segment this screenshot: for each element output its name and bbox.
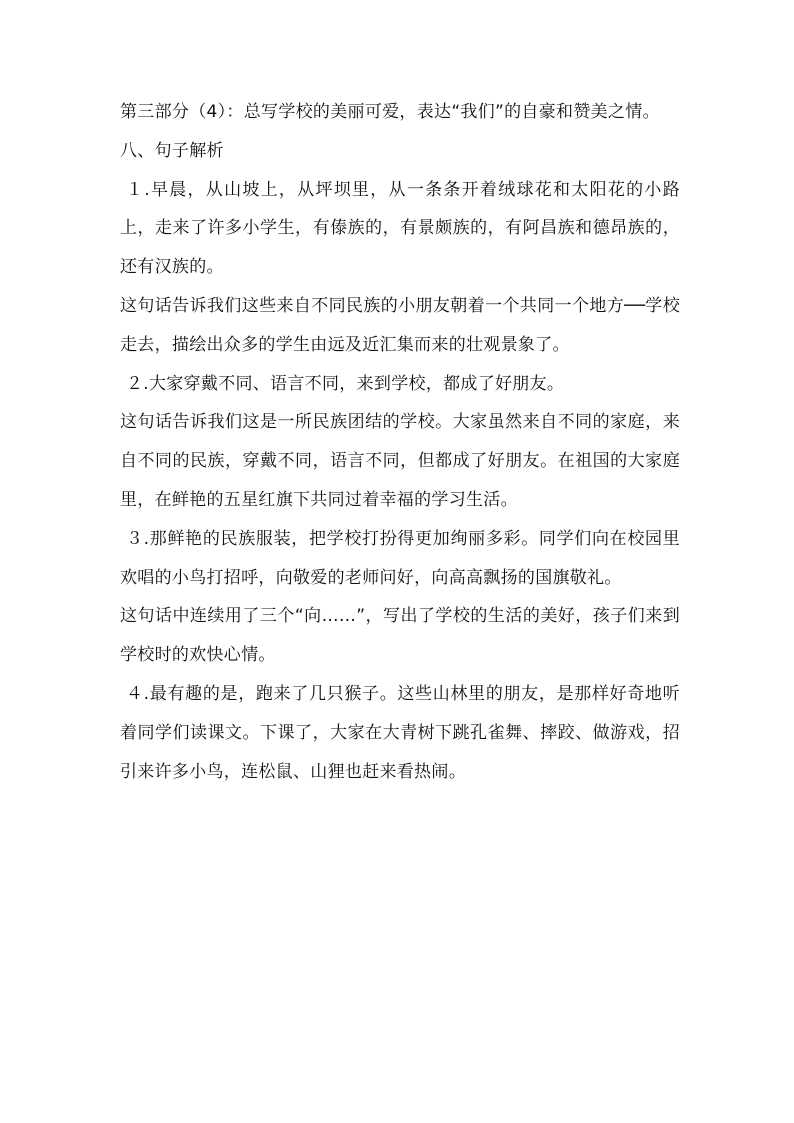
sentence-3-analysis: 这句话中连续用了三个“向……”，写出了学校的生活的美好，孩子们来到学校时的欢快心情。 (120, 606, 680, 666)
sentence-1-analysis: 这句话告诉我们这些来自不同民族的小朋友朝着一个共同一个地方──学校走去，描绘出众多的学生由远及近汇集而来的壮观景象了。 (120, 295, 680, 355)
paragraph-part-three-summary: 第三部分（4）：总写学校的美丽可爱，表达“我们”的自豪和赞美之情。 (120, 102, 660, 122)
sentence-4: ４.最有趣的是，跑来了几只猴子。这些山林里的朋友，是那样好奇地听着同学们读课文。下课了，大家在大青树下跳孔雀舞、摔跤、做游戏，招引来许多小鸟，连松鼠、山狸也赶来看热闹。 (120, 683, 680, 782)
sentence-2-analysis: 这句话告诉我们这是一所民族团结的学校。大家虽然来自不同的家庭，来自不同的民族，穿戴不同，语言不同，但都成了好朋友。在祖国的大家庭里，在鲜艳的五星红旗下共同过着幸福的学习生活。 (120, 412, 680, 510)
sentence-1: １.早晨，从山坡上，从坪坝里，从一条条开着绒球花和太阳花的小路上，走来了许多小学生，有傣族的，有景颇族的，有阿昌族和德昂族的，还有汉族的。 (120, 179, 680, 278)
section-heading-sentence-analysis: 八、句子解析 (120, 140, 224, 161)
sentence-2: ２.大家穿戴不同、语言不同，来到学校，都成了好朋友。 (126, 373, 565, 394)
sentence-3: ３.那鲜艳的民族服装，把学校打扮得更加绚丽多彩。同学们向在校园里欢唱的小鸟打招呼，向敬爱的老师问好，向高高飘扬的国旗敬礼。 (120, 528, 680, 588)
document-body (120, 93, 680, 791)
